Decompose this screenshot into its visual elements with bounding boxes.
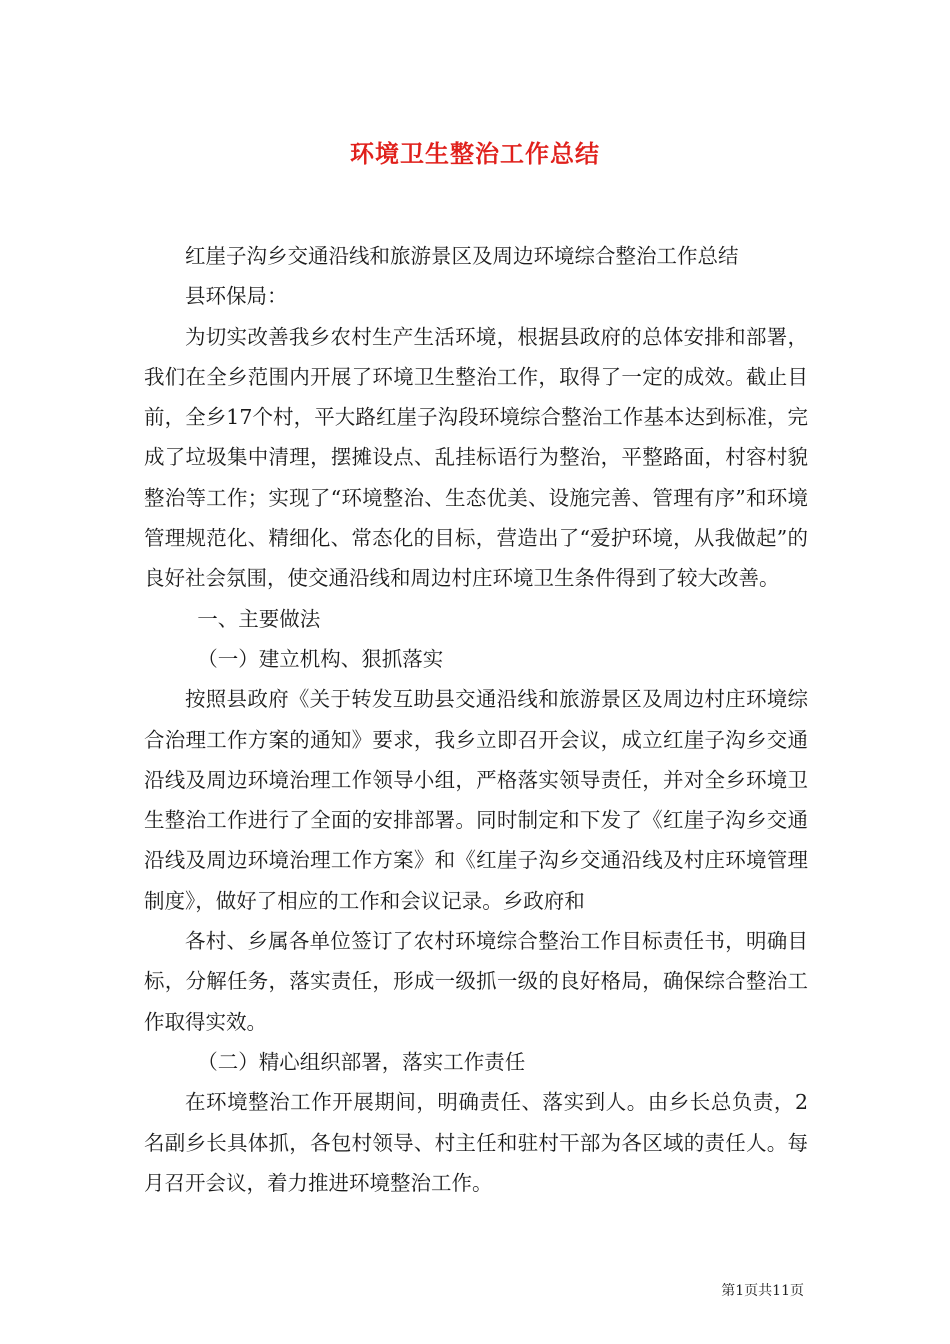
document-body [144, 236, 808, 1203]
subsection-heading-2: （二）精心组织部署，落实工作责任 [197, 1049, 526, 1074]
subsection-heading-1: （一）建立机构、狠抓落实 [197, 646, 444, 671]
paragraph-subtitle: 红崖子沟乡交通沿线和旅游景区及周边环境综合整治工作总结 [185, 244, 739, 268]
paragraph-responsibility: 各村、乡属各单位签订了农村环境综合整治工作目标责任书，明确目标，分解任务，落实责任，形成一级抓一级的良好格局，确保综合整治工作取得实效。 [144, 929, 808, 1034]
page-number: 第1页共11页 [721, 1283, 804, 1299]
section-heading-main-methods: 一、主要做法 [197, 606, 321, 631]
document-title: 环境卫生整治工作总结 [350, 139, 600, 168]
paragraph-duties: 在环境整治工作开展期间，明确责任、落实到人。由乡长总负责，2名副乡长具体抓，各包村领导、村主任和驻村干部为各区域的责任人。每月召开会议，着力推进环境整治工作。 [144, 1090, 808, 1195]
paragraph-organization: 按照县政府《关于转发互助县交通沿线和旅游景区及周边村庄环境综合治理工作方案的通知》要求，我乡立即召开会议，成立红崖子沟乡交通沿线及周边环境治理工作领导小组，严格落实领导责任，并对全乡环境卫生整治工作进行了全面的安排部署。同时制定和下发了《红崖子沟乡交通沿线及周边环境治理工作方案》和《红崖子沟乡交通沿线及村庄环境管理制度》，做好了相应的工作和会议记录。乡政府和 [144, 687, 808, 913]
paragraph-addressee: 县环保局： [185, 284, 288, 309]
paragraph-intro: 为切实改善我乡农村生产生活环境，根据县政府的总体安排和部署，我们在全乡范围内开展了环境卫生整治工作，取得了一定的成效。截止目前，全乡17个村，平大路红崖子沟段环境综合整治工作基本达到标准，完成了垃圾集中清理，摆摊设点、乱挂标语行为整治，平整路面，村容村貌整治等工作；实现了“环境整治、生态优美、设施完善、管理有序”和环境管理规范化、精细化、常态化的目标，营造出了“爱护环境，从我做起”的良好社会氛围，使交通沿线和周边村庄环境卫生条件得到了较大改善。 [144, 324, 808, 591]
